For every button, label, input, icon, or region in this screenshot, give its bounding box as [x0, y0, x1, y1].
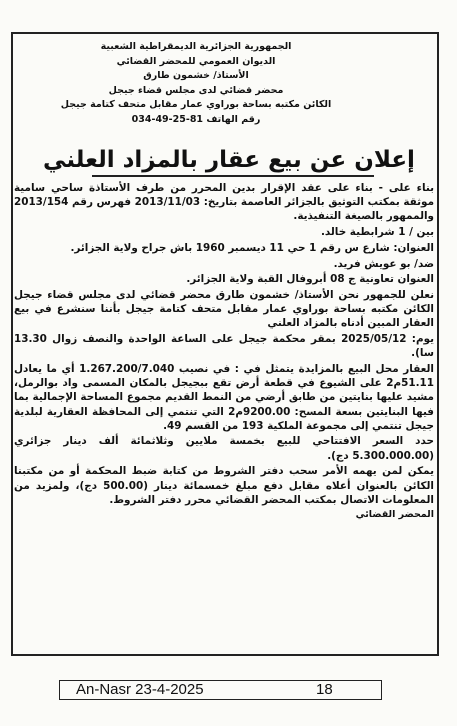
header-line-office: الديوان العمومي للمحضر القضائي	[116, 55, 276, 67]
paragraph-creditor-address: العنوان: شارع س رقم 1 حي 11 ديسمبر 1960 باش جراح ولاية الجزائر.	[70, 241, 434, 254]
paragraph-debtor: ضد/ بو عويش فريد.	[333, 257, 434, 270]
title-underline	[92, 175, 374, 177]
page-number: 18	[316, 681, 333, 698]
paragraph-announcement: نعلن للجمهور نحن الأستاذ/ خشمون طارق محضر قضائي لدى مجلس قضاء جيجل الكائن مكتبه بساحة بوراوي عمار مقابل متحف كتامة جيجل بأننا سنشرع في بيع العقار المبين أدناه بالمزاد العلني	[14, 288, 434, 330]
paragraph-opening-price: حدد السعر الافتتاحي للبيع بخمسة ملايين وثلاثمائة ألف دينار جزائري (5.300.000.00 دج).	[14, 435, 434, 462]
publication-name-date: An-Nasr 23-4-2025	[76, 681, 204, 698]
paragraph-debtor-address: العنوان تعاونية ج 08 أبروفال القبة ولاية الجزائر.	[186, 273, 434, 286]
signature: المحضر القضائي	[355, 509, 434, 521]
header-line-bailiff-name: الأستاذ/ خشمون طارق	[143, 70, 249, 81]
notice-header	[31, 40, 361, 127]
notice-title: إعلان عن بيع عقار بالمزاد العلني	[43, 147, 415, 173]
paragraph-creditor: بين / 1 شرابطية خالد.	[320, 226, 434, 239]
paragraph-auction-date: يوم: 2025/05/12 بمقر محكمة جيجل على الساعة الواحدة والنصف زوال 13.30 سا).	[14, 333, 434, 360]
notice-body	[14, 181, 434, 524]
header-line-republic: الجمهورية الجزائرية الديمقراطية الشعبية	[100, 41, 292, 52]
paragraph-property-description: العقار محل البيع بالمزايدة يتمثل في : في نصيب 1.267.200/7.040 أي ما يعادل 51.11م2 على الشيوع في قطعة أرض تقع ببجيجل بالمكان المسمى واد بوالرمل، مشيد عليها بنايتين من طابق أرضي من النمط القديم مجموع المساحة الإجمالية بما فيها البنايتين بسعة المسح: 9200.00م2 التي تنتمي إلى المحافظة العقارية لبلدية جيجل تنتمي إلى مجموعة الملكية 193 من القسم 49.	[14, 362, 434, 432]
header-line-court: محضر قضائي لدى مجلس قضاء جيجل	[108, 84, 284, 96]
paragraph-legal-basis: بناء على - بناء على عقد الإقرار بدين المحرر من طرف الأستاذة ساحي سامية موثقة بمكتب التوثيق بالجزائر العاصمة بتاريخ: 2013/11/03 فهرس رقم 2013/154 والممهور بالصيغة التنفيذية.	[13, 182, 434, 223]
header-line-address: الكائن مكتبه بساحة بوراوي عمار مقابل متحف كتامة جيجل	[60, 99, 332, 110]
newspaper-footer	[59, 680, 382, 700]
header-line-phone: رقم الهاتف 81-25-49-034	[131, 113, 261, 125]
paragraph-conditions: يمكن لمن يهمه الأمر سحب دفتر الشروط من كتابة ضبط المحكمة أو من مكتبنا الكائن بالعنوان أعلاه مقابل دفع مبلغ خمسمائة دينار (500.00 دج)، ولمزيد من المعلومات الاتصال بمكتب المحضر القضائي محرر دفتر الشروط.	[14, 465, 434, 506]
